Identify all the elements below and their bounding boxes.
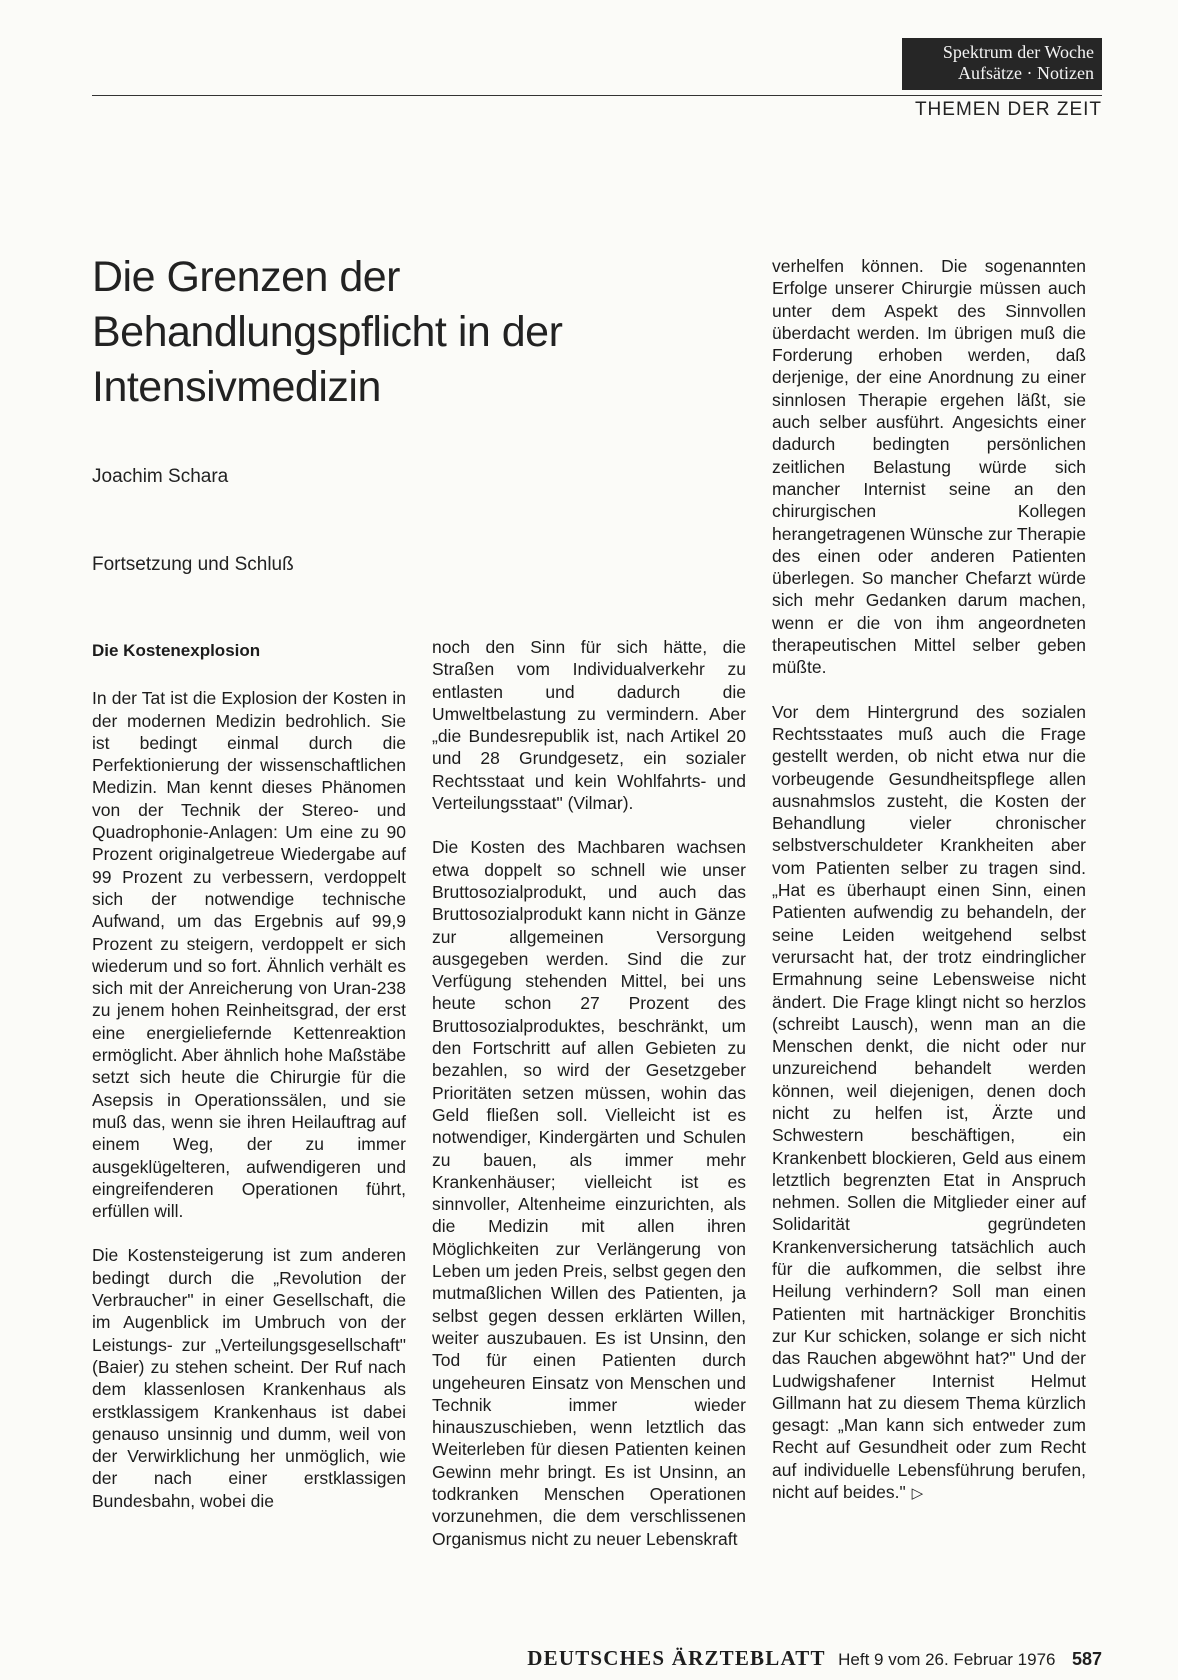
paragraph-last [772,701,1086,1506]
page-footer [527,1646,1102,1671]
paragraph: noch den Sinn für sich hätte, die Straßen vom Individualverkehr zu entlasten und dadurch die Umweltbelastung zu vermindern. Aber „die Bundesrepublik ist, nach Artikel 20 und 28 Grundgesetz, ein sozialer Rechtsstaat und kein Wohlfahrts- und Verteilungsstaat" (Vilmar). [432,637,746,814]
paragraph: Die Kostensteigerung ist zum anderen bedingt durch die „Revolution der Verbraucher" in einer Gesellschaft, die im Augenblick im Umbruch von der Leistungs- zur „Verteilungsgesellschaft" (Baier) zu stehen scheint. Der Ruf nach dem klassenlosen Krankenhaus als erstklassigem Krankenhaus ist dabei genauso unsinnig und dumm, weil von der Verwirklichung her unmöglich, wie der nach einer erstklassigen Bundesbahn, wobei die [92,1245,406,1511]
paragraph: verhelfen können. Die sogenannten Erfolge unserer Chirurgie müssen auch unter dem Aspekt des Sinnvollen überdacht werden. Im übrigen muß die Forderung erhoben werden, daß derjenige, der eine Anordnung zu einer sinnlosen Therapie ergehen läßt, sie auch selber ausführt. Angesichts einer dadurch bedingten persönlichen zeitlichen Belastung würde sich mancher Internist seine an den chirurgischen Kollegen herangetragenen Wünsche zur Therapie des einen oder anderen Patienten überlegen. So mancher Chefarzt würde sich mehr Gedanken darum machen, wenn er die von ihm angeordneten therapeutischen Mittel selber geben müßte. [772,256,1086,678]
text-column-1 [92,640,406,1534]
paragraph: In der Tat ist die Explosion der Kosten in der modernen Medizin bedrohlich. Sie ist bedingt einmal durch die Perfektionierung der wissenschaftlichen Medizin. Man kennt dieses Phänomen von der Technik der Stereo- und Quadrophonie-Anlagen: Um eine zu 90 Prozent originalgetreue Wiedergabe auf 99 Prozent zu verbessern, verdoppelt sich der notwendige technische Aufwand, um das Ergebnis auf 99,9 Prozent zu steigern, verdoppelt er sich wiederum und so fort. Ähnlich verhält es sich mit der Anreicherung von Uran-238 zu jenem hohen Reinheitsgrad, der erst eine energieliefernde Kettenreaktion ermöglicht. Aber ähnlich hohe Maßstäbe setzt sich heute die Chirurgie für die Asepsis in Operationssälen, und sie muß das, wenn sie ihren Heilauftrag auf einem Weg, der zu immer ausgeklügelteren, aufwendigeren und eingreifenderen Operationen führt, erfüllen will. [92,688,406,1222]
section-subheading: Die Kostenexplosion [92,641,261,660]
header-rule [92,95,1102,96]
continue-arrow-icon: ▷ [911,1485,924,1503]
text-column-2 [432,636,746,1572]
paragraph: Die Kosten des Machbaren wachsen etwa doppelt so schnell wie unser Bruttosozialprodukt, und auch das Bruttosozialprodukt kann nicht in Gänze zur allgemeinen Versorgung ausgegeben werden. Sind die zur Verfügung stehenden Mittel, bei uns heute schon 27 Prozent des Bruttosozialproduktes, beschränkt, um den Fortschritt auf allen Gebieten zu bezahlen, so wird der Gesetzgeber Prioritäten setzen müssen, wohin das Geld fließen soll. Vielleicht ist es notwendiger, Kindergärten und Schulen zu bauen, als immer mehr Krankenhäuser; vielleicht ist es sinnvoller, Altenheime einzurichten, als die Medizin mit allen ihren Möglichkeiten zur Verlängerung von Leben um jeden Preis, selbst gegen den mutmaßlichen Willen des Patienten, ja selbst gegen dessen erklärten Willen, weiter auszubauen. Es ist Unsinn, den Tod für einen Patienten durch ungeheuren Einsatz von Menschen und Technik immer wieder hinauszuschieben, wenn letztlich das Weiterleben für diesen Patienten keinen Gewinn mehr bringt. Es ist Unsinn, an todkranken Menschen Operationen vorzunehmen, die dem verschlissenen Organismus nicht zu neuer Lebenskraft [432,837,746,1549]
section-heading: THEMEN DER ZEIT [914,99,1102,120]
article-author: Joachim Schara [92,466,229,487]
journal-name: DEUTSCHES ÄRZTEBLATT [527,1646,826,1670]
section-badge [902,38,1102,90]
badge-line-2: Aufsätze · Notizen [958,63,1094,83]
article-title: Die Grenzen der Behandlungspflicht in der Intensivmedizin [92,253,563,411]
text-column-3 [772,255,1086,1527]
paragraph-text: Vor dem Hintergrund des sozialen Rechtsstaates muß auch die Frage gestellt werden, ob nicht etwa nur die vorbeugende Gesundheitspflege allen ausnahmslos zusteht, die Kosten der Behandlung vieler chronischer selbstverschuldeter Krankheiten aber vom Patienten selber zu tragen sind. „Hat es überhaupt einen Sinn, einen Patienten aufwendig zu behandeln, der seine Leiden weitgehend selbst verursacht hat, der trotz eindringlicher Ermahnung seine Lebensweise nicht ändert. Die Frage klingt nicht so herzlos (schreibt Lausch), wenn man an die Menschen denkt, die nicht oder nur unzureichend behandelt werden können, weil diejenigen, denen doch nicht zu helfen ist, Ärzte und Schwestern beschäftigen, ein Krankenbett blockieren, Geld aus einem letztlich begrenzten Etat in Anspruch nehmen. Sollen die Mitglieder einer auf Solidarität gegründeten Krankenversicherung tatsächlich auch für die aufkommen, die selbst ihre Heilung verhindern? Soll man einen Patienten mit hartnäckiger Bronchitis zur Kur schicken, solange er sich nicht das Rauchen abgewöhnt hat?" Und der Ludwigshafener Internist Helmut Gillmann hat zu diesem Thema kürzlich gesagt: „Man kann sich entweder zum Recht auf Gesundheit oder zum Recht auf individuelle Lebensführung berufen, nicht auf beides." [772,701,1086,1503]
badge-line-1: Spektrum der Woche [942,42,1094,62]
page-number: 587 [1071,1649,1102,1669]
issue-info: Heft 9 vom 26. Februar 1976 [838,1650,1056,1669]
continuation-note: Fortsetzung und Schluß [92,554,294,575]
